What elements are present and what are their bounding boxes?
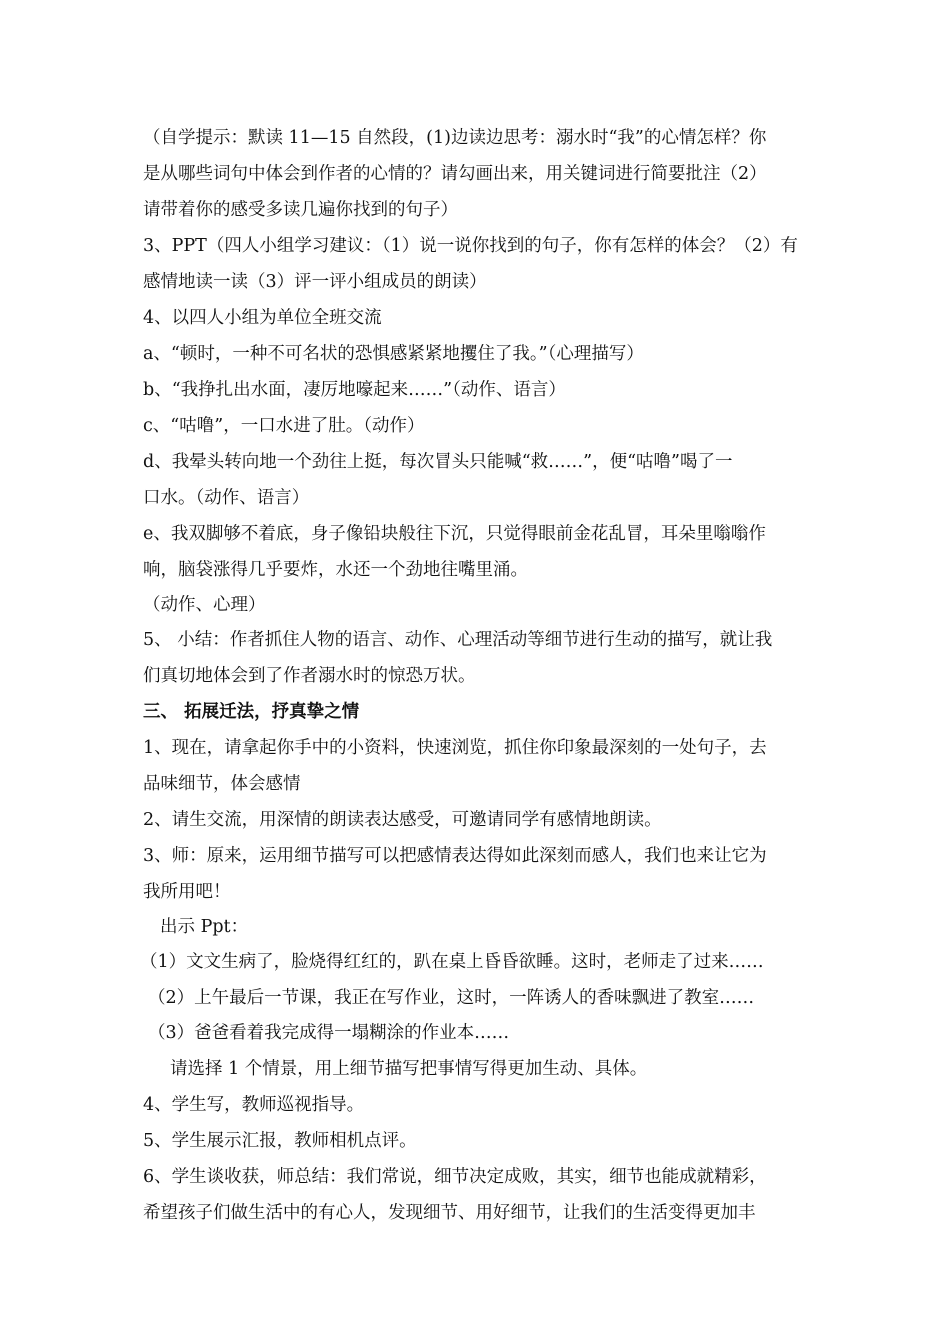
text-line: 3、PPT（四人小组学习建议：（1）说一说你找到的句子，你有怎样的体会？（2）有 bbox=[143, 236, 798, 256]
section-heading: 三、 拓展迁法，抒真挚之情 bbox=[143, 702, 360, 722]
text-line: 我所用吧！ bbox=[143, 882, 231, 902]
text-line: 3、师：原来，运用细节描写可以把感情表达得如此深刻而感人，我们也来让它为 bbox=[143, 846, 767, 866]
text-line: b、“我挣扎出水面，凄厉地嚎起来……”（动作、语言） bbox=[143, 380, 566, 400]
text-line: 品味细节，体会感情 bbox=[143, 774, 301, 794]
text-line: （3）爸爸看着我完成得一塌糊涂的作业本…… bbox=[148, 1023, 510, 1043]
text-line: e、我双脚够不着底，身子像铅块般往下沉，只觉得眼前金花乱冒，耳朵里嗡嗡作 bbox=[143, 524, 766, 544]
text-line: 们真切地体会到了作者溺水时的惊恐万状。 bbox=[143, 666, 476, 686]
text-line: （2）上午最后一节课，我正在写作业，这时，一阵诱人的香味飘进了教室…… bbox=[148, 988, 755, 1008]
text-line: 出示 Ppt： bbox=[160, 917, 249, 937]
text-line: 响，脑袋涨得几乎要炸，水还一个劲地往嘴里涌。 bbox=[143, 560, 528, 580]
text-line: 请选择 1 个情景，用上细节描写把事情写得更加生动、具体。 bbox=[170, 1059, 648, 1079]
text-line: 2、请生交流，用深情的朗读表达感受，可邀请同学有感情地朗读。 bbox=[143, 810, 662, 830]
text-line: 请带着你的感受多读几遍你找到的句子） bbox=[143, 200, 458, 220]
text-line: （1）文文生病了，脸烧得红红的，趴在桌上昏昏欲睡。这时，老师走了过来…… bbox=[140, 952, 764, 972]
text-line: c、“咕噜”，一口水进了肚。（动作） bbox=[143, 416, 425, 436]
text-line: a、“顿时，一种不可名状的恐惧感紧紧地攫住了我。”（心理描写） bbox=[143, 344, 644, 364]
text-line: 4、以四人小组为单位全班交流 bbox=[143, 308, 382, 328]
text-line: 感情地读一读（3）评一评小组成员的朗读） bbox=[143, 272, 487, 292]
text-line: 1、现在，请拿起你手中的小资料，快速浏览，抓住你印象最深刻的一处句子，去 bbox=[143, 738, 767, 758]
text-line: 4、学生写，教师巡视指导。 bbox=[143, 1095, 365, 1115]
text-line: 5、 小结：作者抓住人物的语言、动作、心理活动等细节进行生动的描写，就让我 bbox=[143, 630, 773, 650]
text-line: （动作、心理） bbox=[143, 595, 266, 615]
text-line: 是从哪些词句中体会到作者的心情的？请勾画出来，用关键词进行简要批注（2） bbox=[143, 164, 767, 184]
text-line: 希望孩子们做生活中的有心人，发现细节、用好细节，让我们的生活变得更加丰 bbox=[143, 1203, 756, 1223]
text-line: 5、学生展示汇报，教师相机点评。 bbox=[143, 1131, 417, 1151]
text-line: （自学提示：默读 11—15 自然段，(1)边读边思考：溺水时“我”的心情怎样？你 bbox=[143, 128, 767, 148]
text-line: 口水。（动作、语言） bbox=[143, 488, 310, 508]
text-line: 6、学生谈收获，师总结：我们常说，细节决定成败，其实，细节也能成就精彩， bbox=[143, 1167, 767, 1187]
text-line: d、我晕头转向地一个劲往上挺，每次冒头只能喊“救……”，便“咕噜”喝了一 bbox=[143, 452, 733, 472]
